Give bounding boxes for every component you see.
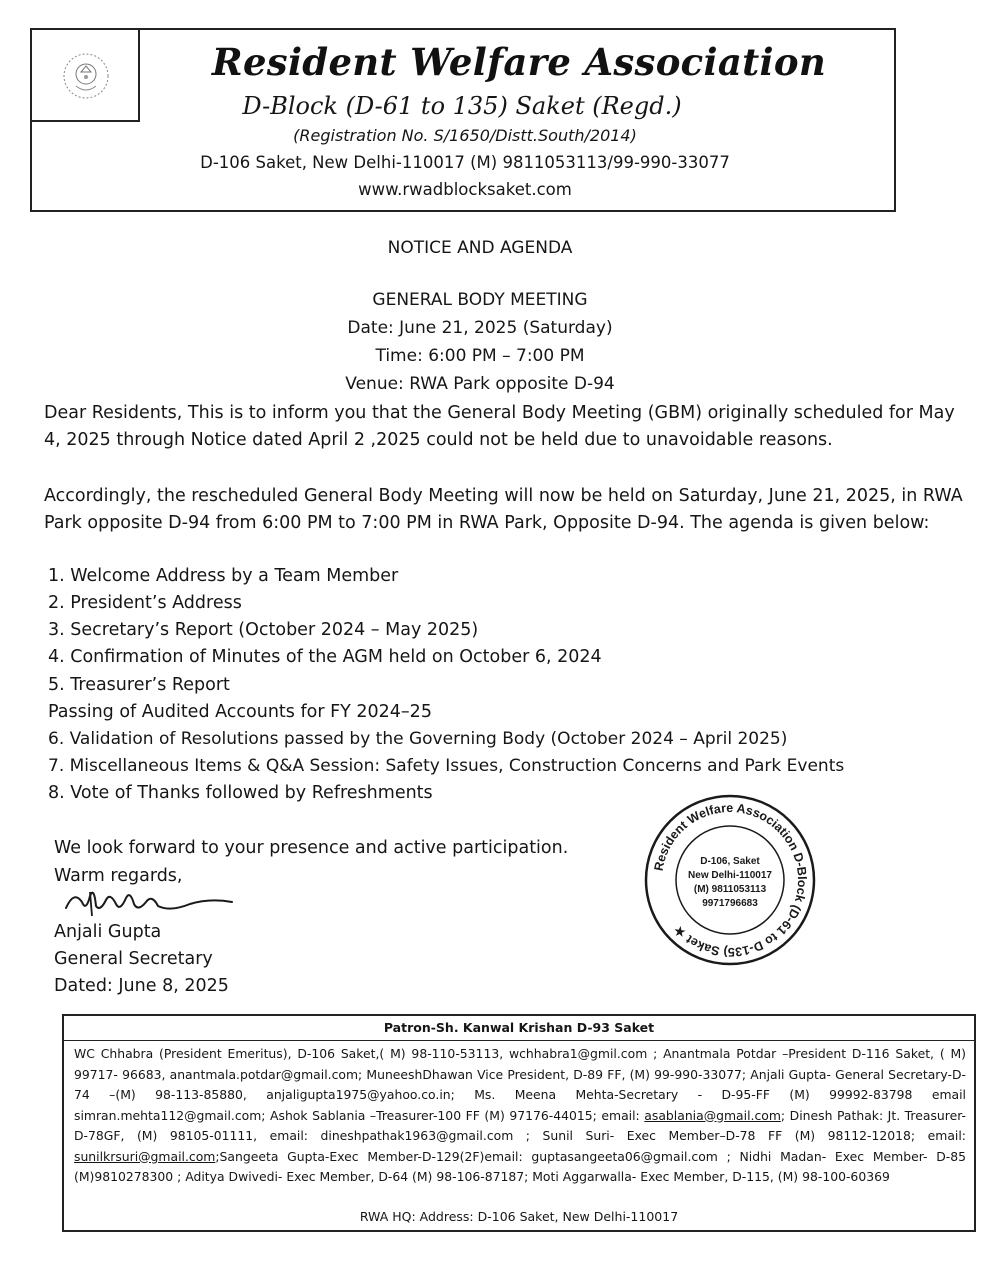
notice-heading: NOTICE AND AGENDA: [387, 238, 573, 258]
org-website: www.rwadblocksaket.com: [358, 180, 572, 199]
agenda-item: 2. President’s Address: [48, 593, 242, 613]
office-bearers-list: [74, 1044, 966, 1188]
stamp-line: D-106, Saket: [700, 856, 760, 867]
agenda-item: 4. Confirmation of Minutes of the AGM held on October 6, 2024: [48, 647, 602, 667]
signatory-designation: General Secretary: [54, 949, 213, 969]
agenda-item: 8. Vote of Thanks followed by Refreshments: [48, 783, 433, 803]
members-text: ;Sangeeta Gupta-Exec Member-D-129(2F)email: guptasangeeta06@gmail.com ; Nidhi Madan- Exec Member- D-85 (M)9810278300 ; Aditya Dwivedi- Exec Member, D-64 (M) 98-106-87187; Moti Aggarwalla- Exec Member, D-115, (M) 98-100-60369: [74, 1148, 966, 1184]
agenda-item: 6. Validation of Resolutions passed by the Governing Body (October 2024 – April 2025): [48, 729, 788, 749]
rwa-emblem-icon: [60, 50, 112, 102]
meeting-title: GENERAL BODY MEETING: [372, 290, 588, 310]
org-name: Resident Welfare Association: [211, 40, 827, 84]
logo-box: [32, 30, 140, 122]
meeting-date: Date: June 21, 2025 (Saturday): [347, 318, 613, 338]
agenda-item: 7. Miscellaneous Items & Q&A Session: Safety Issues, Construction Concerns and Park Events: [48, 756, 845, 776]
hq-address: RWA HQ: Address: D-106 Saket, New Delhi-110017: [359, 1209, 679, 1224]
meeting-venue: Venue: RWA Park opposite D-94: [345, 374, 615, 394]
org-address: D-106 Saket, New Delhi-110017 (M) 9811053113/99-990-33077: [200, 153, 730, 172]
email-link: sunilkrsuri@gmail.com: [74, 1148, 216, 1164]
notice-dated: Dated: June 8, 2025: [54, 976, 229, 996]
signatory-name: Anjali Gupta: [54, 922, 162, 942]
members-text: WC Chhabra (President Emeritus), D-106 Saket,( M) 98-110-53113, wchhabra1@gmil.com ; Anantmala Potdar –President D-116 Saket, ( M) 99717- 96683, anantmala.potdar@gmail.com; MuneeshDhawan Vice President, D-89 FF, (M) 99-990-33077; Anjali Gupta- General Secretary-D-74 –(M) 98-113-85880, anjaligupta1975@yahoo.co.in; Ms. Meena Mehta-Secretary - D-95-FF (M) 99992-83798 email simran.mehta112@gmail.com; Ashok Sablania –Treasurer-100 FF (M) 97176-44015; email:: [74, 1046, 966, 1123]
email-link: asablania@gmail.com: [644, 1107, 781, 1123]
body-paragraph-1: Dear Residents, This is to inform you that the General Body Meeting (GBM) originally scheduled for May 4, 2025 through Notice dated April 2 ,2025 could not be held due to unavoidable reasons.: [44, 403, 955, 450]
stamp-line: New Delhi-110017: [688, 870, 772, 881]
agenda-item: 3. Secretary’s Report (October 2024 – May 2025): [48, 620, 479, 640]
meeting-time: Time: 6:00 PM – 7:00 PM: [375, 346, 585, 366]
agenda-item: Passing of Audited Accounts for FY 2024–25: [48, 702, 432, 722]
org-subtitle: D-Block (D-61 to 135) Saket (Regd.): [242, 92, 682, 120]
stamp-line: 9971796683: [702, 898, 758, 909]
stamp-ring-text: Resident Welfare Association D-Block (D-61 to D-135) Saket ★: [651, 800, 810, 960]
warm-regards: Warm regards,: [54, 866, 183, 886]
registration-number: (Registration No. S/1650/Distt.South/2014): [293, 126, 637, 145]
agenda-item: 5. Treasurer’s Report: [48, 675, 230, 695]
agenda-item: 1. Welcome Address by a Team Member: [48, 566, 399, 586]
body-paragraph-2: Accordingly, the rescheduled General Body Meeting will now be held on Saturday, June 21, 2025, in RWA Park opposite D-94 from 6:00 PM to 7:00 PM in RWA Park, Opposite D-94. The agenda is given below:: [44, 486, 963, 533]
patron-line: Patron-Sh. Kanwal Krishan D-93 Saket: [64, 1016, 974, 1041]
office-bearers-box: [62, 1014, 976, 1232]
signature-icon: [60, 882, 240, 922]
members-text: ; Dinesh Pathak: Jt. Treasurer-D-78GF, (M) 98105-01111, email: dineshpathak1963@gmail.com ; Sunil Suri- Exec Member–D-78 FF (M) 98112-12018; email:: [74, 1107, 966, 1143]
closing-line: We look forward to your presence and active participation.: [54, 838, 569, 858]
stamp-line: (M) 9811053113: [693, 884, 767, 895]
rwa-stamp-icon: [640, 790, 820, 970]
letterhead: [30, 28, 896, 212]
